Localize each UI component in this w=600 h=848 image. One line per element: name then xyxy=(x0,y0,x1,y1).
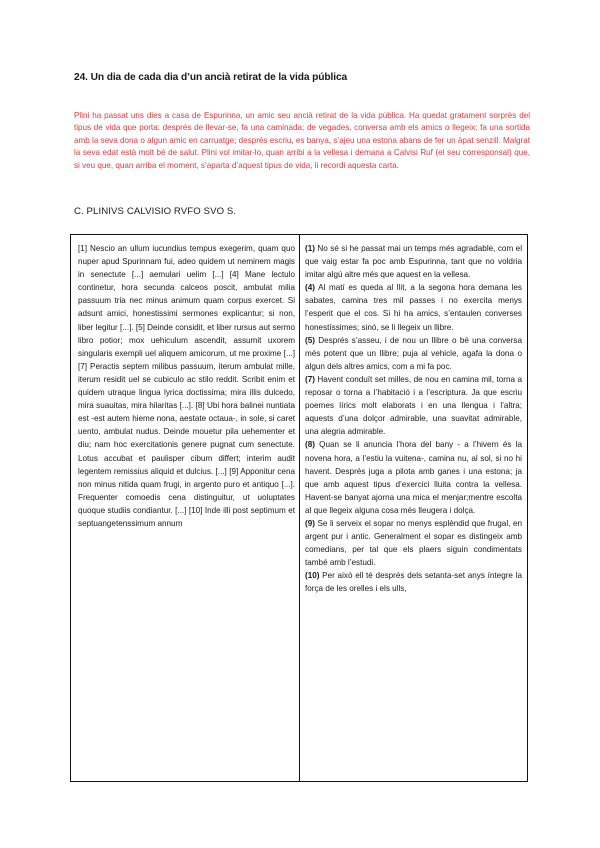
latin-text: [1] Nescio an ullum iucundius tempus exegerim, quam quo nuper apud Spurinnam fui, adeo quidem ut neminem magis in senectute [...] aemulari uelim [...] [4] Mane lectulo continetur, hora secunda calceos poscit, ambulat milia passuum tria nec minus animum quam corpus exercet. Si adsunt amici, honestissimi sermones explicantur; si non, liber legitur [...]. [5] Deinde considit, et liber rursus aut sermo libro potior; mox uehiculum ascendit, assumit uxorem singularis exempli uel aliquem amicorum, ut me proxime [...] [7] Peractis septem milibus passuum, iterum ambulat mille, iterum residit uel se cubiculo ac stilo reddit. Scribit enim et quidem utraque lingua lyrica doctissima; mira illis dulcedo, mira suauitas, mira hilaritas [...]. [8] Ubi hora balinei nuntiata est -est autem hieme nona, aestate octaua-, in sole, si caret uento, ambulat nudus. Deinde mouetur pila uehementer et diu; nam hoc exercitationis genere pugnat cum senectute. Lotus accubat et paulisper cibum differt; interim audit legentem remissius aliquid et dulcius. [...] [9] Apponitur cena non minus nitida quam frugi, in argento puro et antiquo [...]. Frequenter comoedis cena distinguitur, ut uoluptates quoque studiis condiantur. [...] [10] Inde illi post septimum et septuangetenssimum annum xyxy=(78,244,295,528)
paragraph-text: Per això ell té després dels setanta-set anys íntegre la força de les orelles i els ulls, xyxy=(305,571,522,594)
letter-heading: C. PLINIVS CALVISIO RVFO SVO S. xyxy=(74,206,237,217)
catalan-paragraph xyxy=(305,569,522,595)
paragraph-number: (10) xyxy=(305,571,320,581)
catalan-paragraph xyxy=(305,242,522,281)
catalan-column xyxy=(300,235,527,781)
catalan-paragraph xyxy=(305,334,522,373)
paragraph-text: Se li serveix el sopar no menys esplèndid que frugal, en argent pur i antic. Generalment el sopar es distingeix amb comedians, per tal que els plaers siguin condimentats també amb l’estudi. xyxy=(305,518,522,568)
latin-column xyxy=(71,235,300,781)
paragraph-number: (8) xyxy=(305,440,315,450)
paragraph-number: (7) xyxy=(305,374,315,384)
catalan-paragraph xyxy=(305,438,522,517)
paragraph-number: (4) xyxy=(305,283,315,293)
paragraph-number: (1) xyxy=(305,244,315,253)
paragraph-text: Havent conduït set milles, de nou en camina mil, torna a reposar o torna a l’habitació i a l’escriptura. Ja que escriu poemes lírics molt elaborats i en una llengua i l’altra; aquests d’una dolçor admirable, una suavitat admirable, una alegria admirable. xyxy=(305,374,522,437)
bilingual-table xyxy=(70,234,528,782)
catalan-paragraph xyxy=(305,517,522,569)
intro-paragraph: Plini ha passat uns dies a casa de Espurinna, un amic seu ancià retirat de la vida pública. Ha quedat gratament sorprès del tipus de vida que porta: després de llevar-se, fa una caminada; de vegades, conversa amb els amics o llegeix; fa una sortida amb la seva dona o algun amic en carruatge; després escriu, es banya, s’ajeu una estona abans de fer un àpat senzill. Malgrat la seva edat està molt bé de salut. Plini vol imitar-lo, quan arribi a la vellesa i demana a Calvisi Ruf (el seu corresponsal) que, si veu que, quan arriba el moment, s’aparta d’aquest tipus de vida, li recordi aquesta carta. xyxy=(74,111,530,170)
paragraph-text: Després s’asseu, i de nou un llibre o bé una conversa més potent que un llibre; puja al vehicle, agafa la dona o algun dels altres amics, com a mi fa poc. xyxy=(305,335,522,371)
paragraph-text: Quan se li anuncia l’hora del bany - a l’hivern és la novena hora, a l’estiu la vuitena-, camina nu, al sol, si no hi havent. Després juga a pilota amb ganes i una estona; ja que amb aquest tipus d’exercici lluita contra la vellesa. Havent-se banyat ajorna una mica el menjar;mentre escolta al que llegeix alguna cosa més lleugera i dolça. xyxy=(305,440,522,515)
catalan-paragraph xyxy=(305,373,522,438)
paragraph-number: (5) xyxy=(305,335,315,345)
paragraph-number: (9) xyxy=(305,518,315,528)
catalan-paragraph xyxy=(305,281,522,333)
paragraph-text: Al matí es queda al llit, a la segona hora demana les sabates, camina tres mil passes i no exercita menys l’esperit que el cos. Si hi ha amics, s’entaulen converses honestíssimes; sinó, se li llegeix un llibre. xyxy=(305,283,522,332)
paragraph-text: No sé si he passat mai un temps més agradable, com el que vaig estar fa poc amb Espurinna, tant que no voldria imitar algú altre més que aquest en la vellesa. xyxy=(305,244,522,280)
document-title: 24. Un dia de cada dia d’un ancià retirat de la vida pública xyxy=(74,72,348,83)
